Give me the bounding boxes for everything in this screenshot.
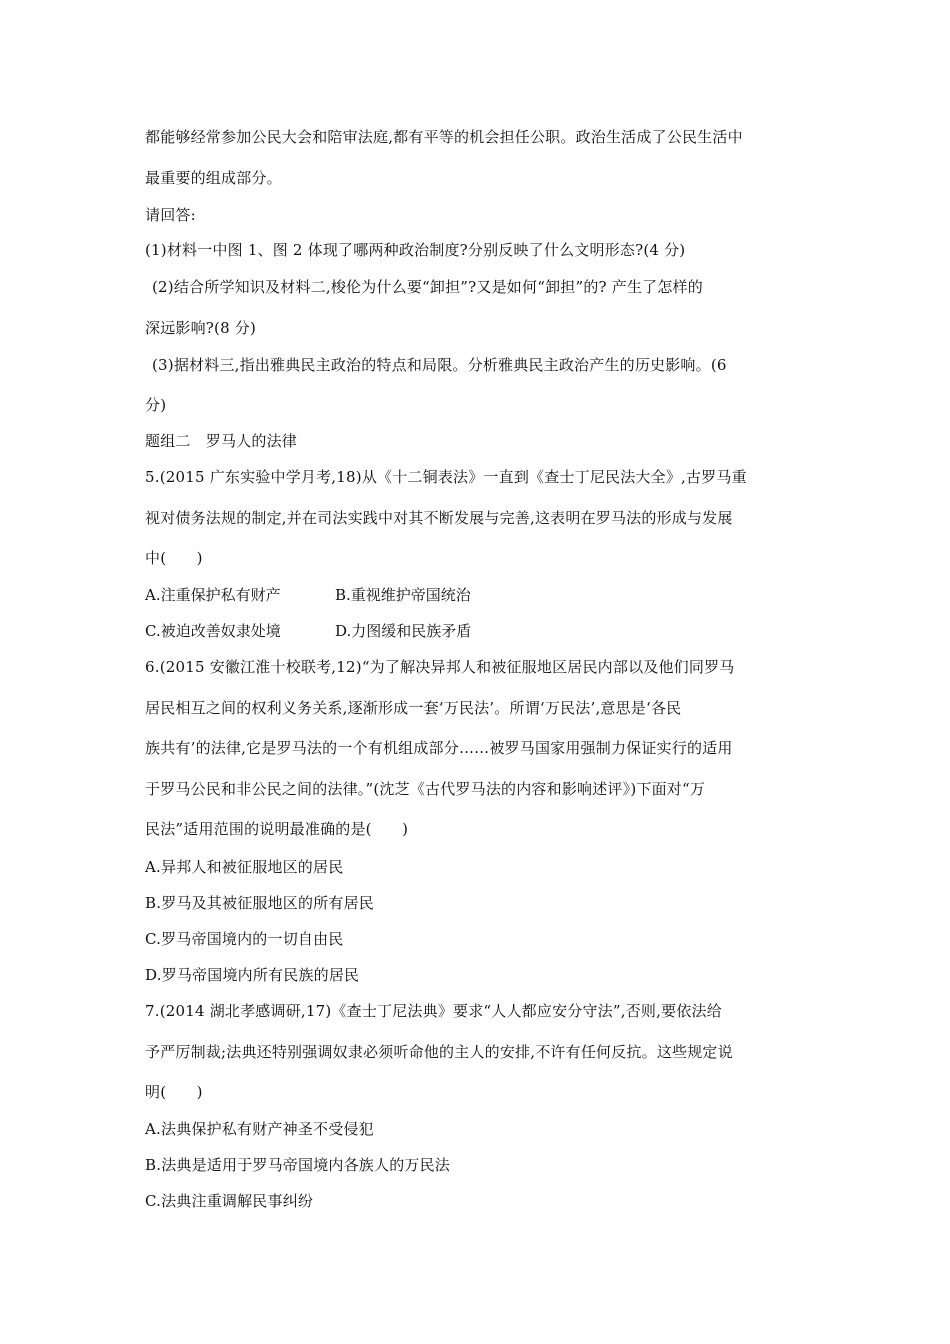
question-7-line-1: 7.(2014 湖北孝感调研,17)《查士丁尼法典》要求“人人都应安分守法”,否则,要依法给 [145, 1002, 722, 1020]
question-5-line-2: 视对债务法规的制定,并在司法实践中对其不断发展与完善,这表明在罗马法的形成与发展 [145, 509, 733, 527]
question-5-option-d: D.力图缓和民族矛盾 [335, 622, 472, 640]
question-7-option-b: B.法典是适用于罗马帝国境内各族人的万民法 [145, 1156, 450, 1174]
question-5-line-1: 5.(2015 广东实验中学月考,18)从《十二铜表法》一直到《查士丁尼民法大全》,古罗马重 [145, 468, 747, 486]
question-7-option-a: A.法典保护私有财产神圣不受侵犯 [145, 1120, 374, 1138]
question-6-option-a: A.异邦人和被征服地区的居民 [145, 858, 344, 876]
question-7-line-3: 明( ) [145, 1083, 203, 1101]
section-title: 题组二 罗马人的法律 [145, 432, 298, 450]
intro-line-2: 最重要的组成部分。 [145, 169, 282, 187]
question-5-option-a: A.注重保护私有财产 [145, 586, 281, 604]
question-7-option-c: C.法典注重调解民事纠纷 [145, 1192, 314, 1210]
question-6-line-4: 于罗马公民和非公民之间的法律。”(沈芝《古代罗马法的内容和影响述评》)下面对“万 [145, 780, 706, 798]
question-6-line-2: 居民相互之间的权利义务关系,逐渐形成一套‘万民法’。所谓‘万民法’,意思是‘各民 [145, 699, 682, 717]
question-6-line-3: 族共有’的法律,它是罗马法的一个有机组成部分……被罗马国家用强制力保证实行的适用 [145, 739, 733, 757]
question-6-option-d: D.罗马帝国境内所有民族的居民 [145, 966, 360, 984]
answer-prompt: 请回答: [145, 206, 196, 224]
question-5-options-row-1 [145, 585, 471, 605]
question-7-line-2: 予严厉制裁;法典还特别强调奴隶必须听命他的主人的安排,不许有任何反抗。这些规定说 [145, 1043, 733, 1061]
question-6-option-c: C.罗马帝国境内的一切自由民 [145, 930, 344, 948]
question-6-line-5: 民法”适用范围的说明最准确的是( ) [145, 820, 409, 838]
question-4-part-3-line-1: (3)据材料三,指出雅典民主政治的特点和局限。分析雅典民主政治产生的历史影响。(6 [152, 356, 727, 374]
question-5-option-c: C.被迫改善奴隶处境 [145, 622, 281, 640]
question-4-part-1: (1)材料一中图 1、图 2 体现了哪两种政治制度?分别反映了什么文明形态?(4 分) [145, 241, 686, 259]
question-6-option-b: B.罗马及其被征服地区的所有居民 [145, 894, 374, 912]
question-5-options-row-2 [145, 621, 471, 641]
question-5-option-b: B.重视维护帝国统治 [335, 586, 471, 604]
question-6-line-1: 6.(2015 安徽江淮十校联考,12)“为了解决异邦人和被征服地区居民内部以及他们同罗马 [145, 658, 735, 676]
intro-line-1: 都能够经常参加公民大会和陪审法庭,都有平等的机会担任公职。政治生活成了公民生活中 [145, 128, 743, 146]
question-4-part-2-line-1: (2)结合所学知识及材料二,梭伦为什么要“卸担”?又是如何“卸担”的? 产生了怎样的 [152, 278, 703, 296]
question-4-part-2-line-2: 深远影响?(8 分) [145, 319, 257, 337]
question-5-line-3: 中( ) [145, 549, 203, 567]
question-4-part-3-line-2: 分) [145, 396, 167, 414]
